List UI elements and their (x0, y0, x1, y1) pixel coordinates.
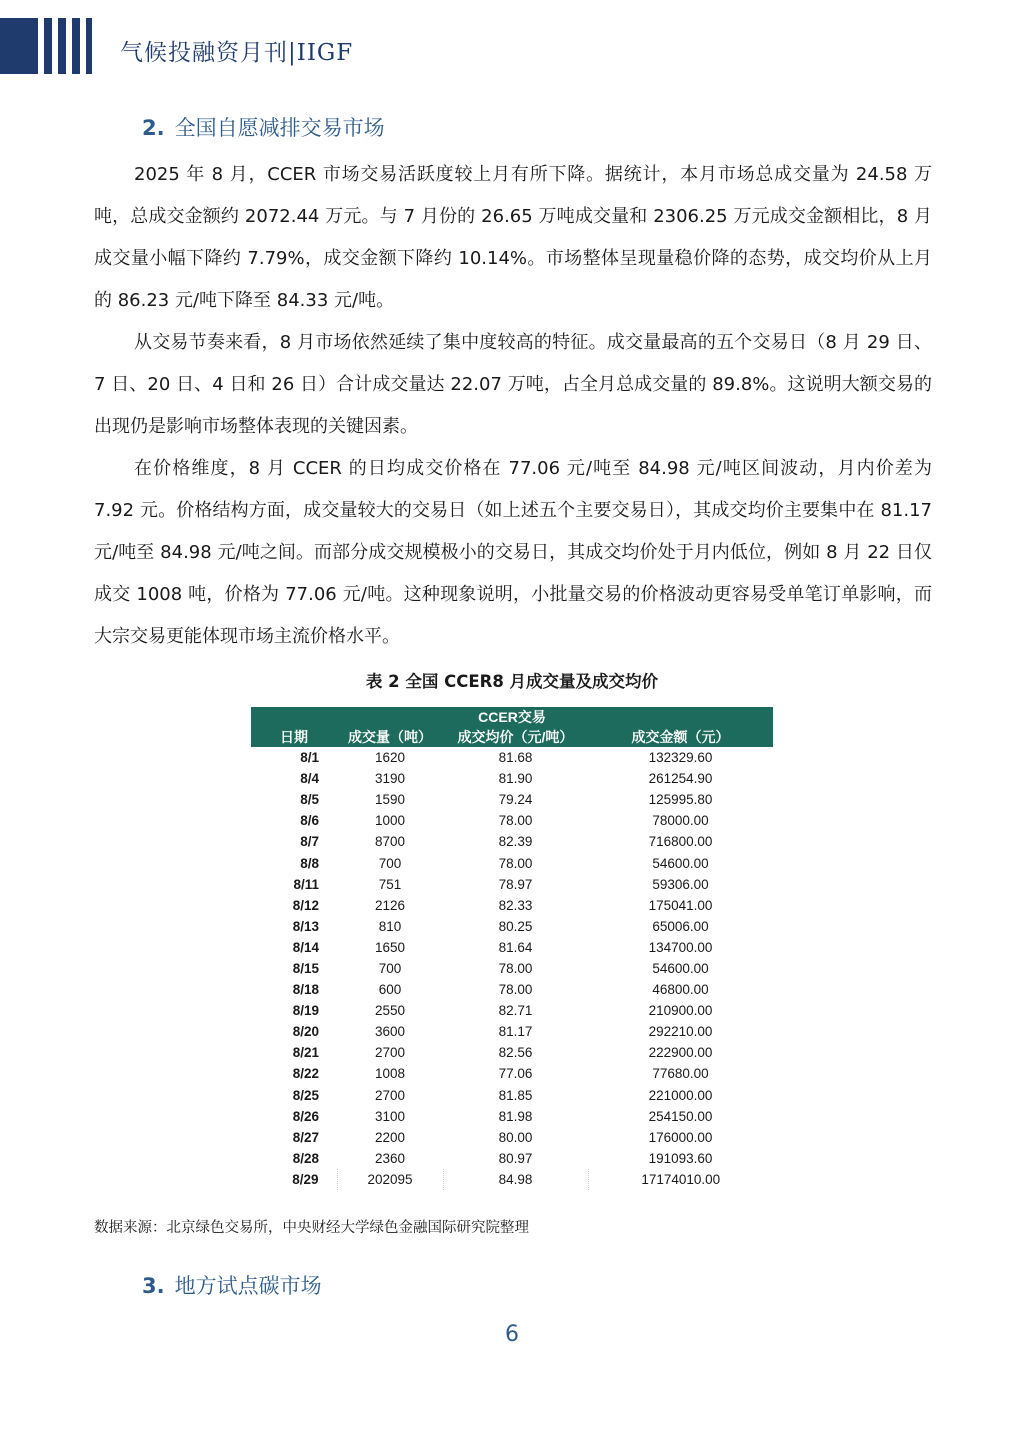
section-heading-3 (142, 1270, 322, 1300)
avg-price-cell: 84.98 (443, 1169, 588, 1190)
avg-price-cell: 81.90 (498, 771, 533, 787)
avg-price-cell: 81.85 (498, 1087, 533, 1103)
date-cell: 8/14 (292, 939, 319, 955)
table-row (251, 1127, 773, 1148)
column-header-date: 日期 (251, 727, 337, 747)
amount-cell: 78000.00 (652, 813, 709, 829)
table-row (251, 810, 773, 831)
journal-title: 气候投融资月刊|IIGF (120, 40, 354, 66)
body-paragraph-2: 从交易节奏来看，8 月市场依然延续了集中度较高的特征。成交量最高的五个交易日（8 月 29 日、7 日、20 日、4 日和 26 日）合计成交量达 22.07 万吨，占全月总成交量的 89.8%。这说明大额交易的出现仍是影响市场整体表现的关键因素。 (94, 332, 932, 437)
amount-cell: 221000.00 (648, 1087, 713, 1103)
avg-price-cell: 77.06 (498, 1066, 533, 1082)
avg-price-cell: 82.56 (498, 1045, 533, 1061)
date-cell: 8/29 (251, 1169, 337, 1190)
date-cell: 8/11 (293, 876, 319, 892)
section-title: 地方试点碳市场 (174, 1274, 322, 1298)
volume-cell: 700 (378, 855, 402, 871)
amount-cell: 261254.90 (648, 771, 713, 787)
table-row (251, 1106, 773, 1127)
avg-price-cell: 81.17 (498, 1024, 533, 1040)
amount-cell: 210900.00 (648, 1003, 713, 1019)
date-cell: 8/26 (292, 1108, 319, 1124)
section-heading-2 (142, 112, 385, 142)
volume-cell: 8700 (374, 834, 406, 850)
table-row (251, 831, 773, 852)
table-caption: 表 2 全国 CCER8 月成交量及成交均价 (365, 672, 659, 691)
table-row (251, 789, 773, 810)
column-header-avg-price: 成交均价（元/吨） (443, 727, 588, 747)
volume-cell: 1650 (374, 939, 406, 955)
date-cell: 8/8 (300, 855, 319, 871)
avg-price-cell: 79.24 (498, 792, 533, 808)
volume-cell: 1620 (374, 750, 406, 766)
volume-cell: 2200 (374, 1129, 406, 1145)
date-cell: 8/15 (292, 960, 319, 976)
section-title: 全国自愿减排交易市场 (174, 116, 385, 140)
table-row (251, 1148, 773, 1169)
date-cell: 8/22 (292, 1066, 319, 1082)
header-logo-bar (86, 18, 92, 74)
table-row (251, 958, 773, 979)
date-cell: 8/19 (292, 1003, 319, 1019)
avg-price-cell: 78.00 (498, 855, 533, 871)
avg-price-cell: 78.00 (498, 813, 533, 829)
date-cell: 8/18 (292, 982, 319, 998)
volume-cell: 600 (378, 982, 402, 998)
header-logo-bar (0, 18, 38, 74)
amount-cell: 54600.00 (652, 855, 709, 871)
date-cell: 8/20 (292, 1024, 319, 1040)
avg-price-cell: 80.25 (498, 918, 533, 934)
avg-price-cell: 82.33 (498, 897, 533, 913)
avg-price-cell: 81.98 (498, 1108, 533, 1124)
column-header-volume: 成交量（吨） (337, 727, 443, 747)
amount-cell: 191093.60 (648, 1150, 713, 1166)
avg-price-cell: 80.97 (498, 1150, 533, 1166)
volume-cell: 700 (378, 960, 402, 976)
amount-cell: 125995.80 (648, 792, 713, 808)
table-row (251, 895, 773, 916)
date-cell: 8/6 (300, 813, 319, 829)
volume-cell: 1008 (374, 1066, 406, 1082)
date-cell: 8/7 (300, 834, 319, 850)
header-logo-bar (44, 18, 52, 74)
table-row (251, 1169, 773, 1190)
avg-price-cell: 80.00 (498, 1129, 533, 1145)
amount-cell: 132329.60 (648, 750, 713, 766)
page-number: 6 (505, 1322, 519, 1347)
table-body (251, 747, 773, 1190)
table-row (251, 1021, 773, 1042)
amount-cell: 292210.00 (648, 1024, 713, 1040)
date-cell: 8/28 (292, 1150, 319, 1166)
date-cell: 8/5 (300, 792, 319, 808)
section-number: 3. (142, 1274, 165, 1298)
volume-cell: 2126 (374, 897, 406, 913)
date-cell: 8/25 (292, 1087, 319, 1103)
volume-cell: 1000 (374, 813, 406, 829)
header-logo-bar (58, 18, 66, 74)
volume-cell: 202095 (337, 1169, 443, 1190)
table-row (251, 1000, 773, 1021)
amount-cell: 59306.00 (652, 876, 709, 892)
date-cell: 8/21 (292, 1045, 319, 1061)
volume-cell: 3600 (374, 1024, 406, 1040)
volume-cell: 3100 (374, 1108, 406, 1124)
amount-cell: 222900.00 (648, 1045, 713, 1061)
ccer-table-wrap (251, 707, 773, 1190)
table-row (251, 874, 773, 895)
amount-cell: 176000.00 (648, 1129, 713, 1145)
table-row (251, 768, 773, 789)
avg-price-cell: 81.64 (498, 939, 533, 955)
table-row (251, 1042, 773, 1063)
ccer-table (251, 707, 773, 1190)
volume-cell: 2700 (374, 1087, 406, 1103)
date-cell: 8/27 (292, 1129, 319, 1145)
amount-cell: 54600.00 (652, 960, 709, 976)
data-source-note: 数据来源：北京绿色交易所，中央财经大学绿色金融国际研究院整理 (94, 1220, 529, 1236)
table-row (251, 1063, 773, 1084)
date-cell: 8/12 (292, 897, 319, 913)
body-paragraph-1: 2025 年 8 月，CCER 市场交易活跃度较上月有所下降。据统计，本月市场总成交量为 24.58 万吨，总成交金额约 2072.44 万元。与 7 月份的 26.65 万吨成交量和 2306.25 万元成交金额相比，8 月成交量小幅下降约 7.79%，成交金额下降约 10.14%。市场整体呈现量稳价降的态势，成交均价从上月的 86.23 元/吨下降至 84.33 元/吨。 (94, 164, 932, 311)
date-cell: 8/13 (292, 918, 319, 934)
volume-cell: 2550 (374, 1003, 406, 1019)
table-row (251, 916, 773, 937)
avg-price-cell: 82.71 (498, 1003, 533, 1019)
table-row (251, 979, 773, 1000)
volume-cell: 2360 (374, 1150, 406, 1166)
avg-price-cell: 78.00 (498, 982, 533, 998)
column-header-amount: 成交金额（元） (588, 727, 773, 747)
amount-cell: 175041.00 (648, 897, 713, 913)
table-row (251, 937, 773, 958)
avg-price-cell: 82.39 (498, 834, 533, 850)
amount-cell: 46800.00 (652, 982, 709, 998)
date-cell: 8/1 (300, 750, 319, 766)
date-cell: 8/4 (300, 771, 319, 787)
amount-cell: 17174010.00 (641, 1171, 721, 1187)
volume-cell: 3190 (374, 771, 406, 787)
avg-price-cell: 78.97 (498, 876, 533, 892)
amount-cell: 77680.00 (652, 1066, 709, 1082)
header-logo-bar (72, 18, 80, 74)
body-paragraph-3: 在价格维度，8 月 CCER 的日均成交价格在 77.06 元/吨至 84.98 元/吨区间波动，月内价差为 7.92 元。价格结构方面，成交量较大的交易日（如上述五个主要交易日），其成交均价主要集中在 81.17 元/吨至 84.98 元/吨之间。而部分成交规模极小的交易日，其成交均价处于月内低位，例如 8 月 22 日仅成交 1008 吨，价格为 77.06 元/吨。这种现象说明，小批量交易的价格波动更容易受单笔订单影响，而大宗交易更能体现市场主流价格水平。 (94, 458, 932, 647)
avg-price-cell: 78.00 (498, 960, 533, 976)
amount-cell: 254150.00 (648, 1108, 713, 1124)
volume-cell: 2700 (374, 1045, 406, 1061)
table-group-header: CCER交易 (251, 707, 773, 727)
section-number: 2. (142, 116, 165, 140)
volume-cell: 751 (378, 876, 402, 892)
volume-cell: 1590 (374, 792, 406, 808)
table-row (251, 747, 773, 768)
amount-cell: 716800.00 (648, 834, 713, 850)
volume-cell: 810 (378, 918, 402, 934)
table-row (251, 852, 773, 873)
amount-cell: 134700.00 (648, 939, 713, 955)
page-header (0, 0, 1024, 80)
avg-price-cell: 81.68 (498, 750, 533, 766)
amount-cell: 65006.00 (652, 918, 709, 934)
table-row (251, 1085, 773, 1106)
